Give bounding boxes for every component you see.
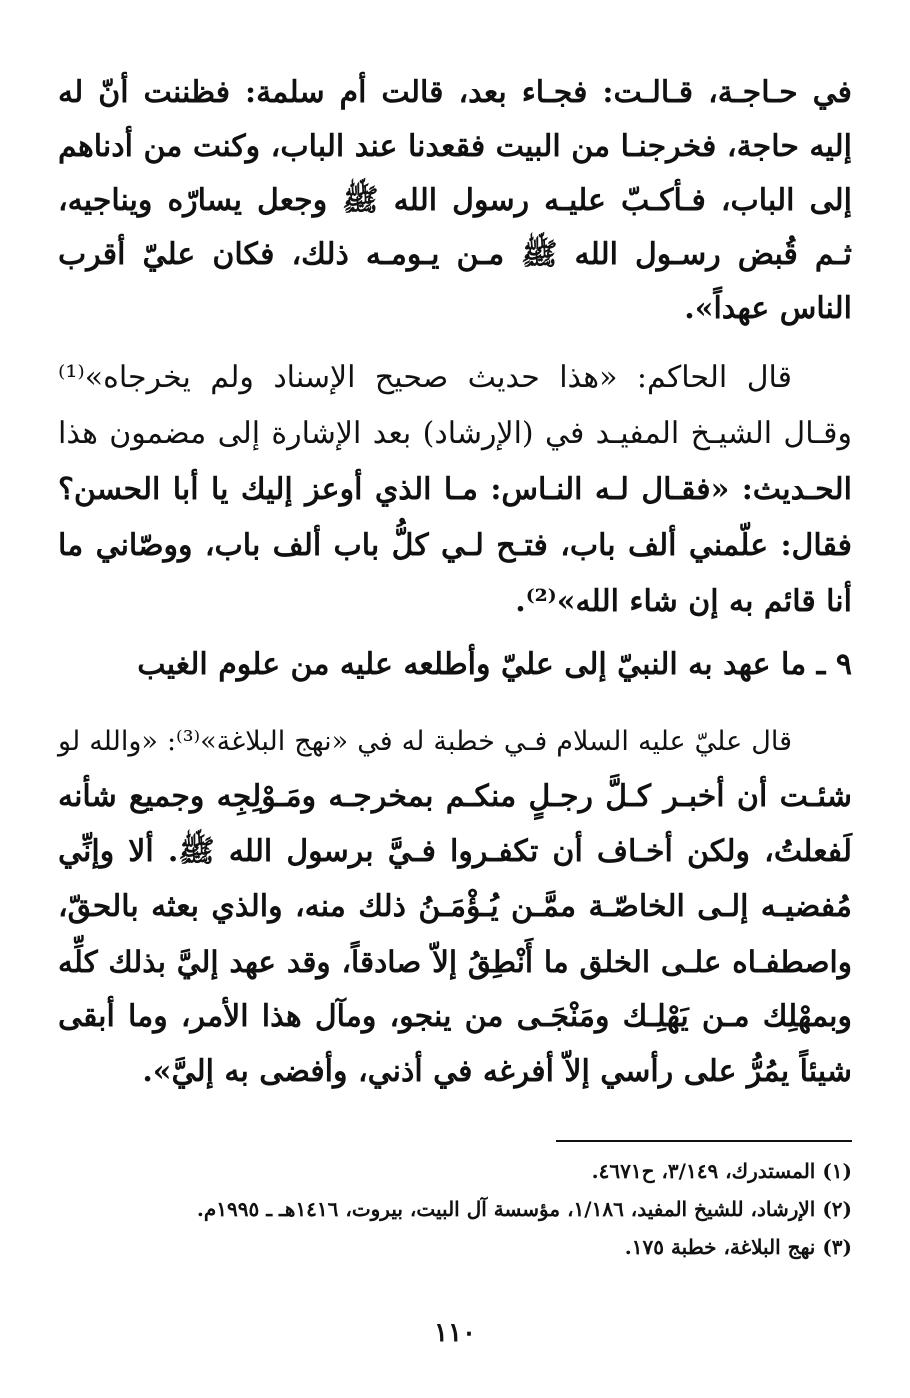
- text-line: شئـت أن أخبـر كـلَّ رجـلٍ منكـم بمخرجـه ومَـوْلِجِه وجميع شأنه: [58, 779, 853, 814]
- page-number: ١١٠: [434, 1318, 476, 1348]
- text-line: إليه حاجة، فخرجنـا من البيت فقعدنا عند الباب، وكنت من أدناهم: [58, 129, 852, 164]
- text-line: قال عليّ عليه السلام فـي خطبة له في «نهج البلاغة»⁽³⁾: «والله لو: [58, 726, 792, 757]
- footnote-1: (١) المستدرك، ٣/١٤٩، ح٤٦٧١.: [591, 1159, 852, 1183]
- text-line: قال الحاكم: «هذا حديث صحيح الإسناد ولم يخرجاه»⁽¹⁾: [58, 360, 792, 395]
- text-line: فقال: علّمني ألف باب، فتـح لـي كلُّ باب ألف باب، ووصّاني ما: [58, 528, 852, 563]
- footnote-separator: [556, 1140, 852, 1142]
- paragraph-hakim-mufid: [58, 350, 852, 630]
- footnotes: [58, 1152, 852, 1266]
- text-line: لَفعلتُ، ولكن أخـاف أن تكفـروا فـيَّ برسول الله ﷺ. ألا وإنِّي: [58, 834, 852, 869]
- text-line: شيئاً يمُرُّ على رأسي إلاّ أفرغه في أذني، وأفضى به إليَّ».: [142, 1054, 852, 1089]
- text-line: أنا قائم به إن شاء الله»⁽²⁾.: [515, 584, 852, 619]
- section-heading: [58, 640, 852, 690]
- text-line: مُفضيـه إلـى الخاصّـة ممَّـن يُـؤْمَـنُ ذلك منه، والذي بعثه بالحقّ،: [58, 889, 852, 924]
- text-line: إلى الباب، فـأكـبّ عليـه رسول الله ﷺ وجعل يسارّه ويناجيه،: [58, 183, 852, 218]
- text-line: واصطفـاه علـى الخلق ما أَنْطِقُ إلاّ صادقاً، وقد عهد إليَّ بذلك كلِّه: [58, 944, 852, 979]
- footnote-3: (٣) نهج البلاغة، خطبة ١٧٥.: [624, 1235, 852, 1259]
- text-line: ثـم قُبض رسـول الله ﷺ مـن يـومـه ذلك، فكان عليّ أقرب: [58, 237, 852, 272]
- text-line: الناس عهداً».: [684, 291, 852, 326]
- footnote-2: (٢) الإرشاد، للشيخ المفيد، ١/١٨٦، مؤسسة آل البيت، بيروت، ١٤١٦هـ ـ ١٩٩٥م.: [196, 1197, 852, 1221]
- paragraph-nahj-quote: [58, 714, 852, 1099]
- text-line: الحـديث: «فقـال لـه النـاس: مـا الذي أوعز إليك يا أبا الحسن؟: [58, 472, 852, 507]
- text-line: وقـال الشيـخ المفيـد في (الإرشاد) بعد الإشارة إلى مضمون هذا: [58, 416, 852, 451]
- heading-text: ٩ ـ ما عهد به النبيّ إلى عليّ وأطلعه عليه من علوم الغيب: [137, 647, 852, 682]
- text-line: وبمهْلِك مـن يَهْلِـك ومَنْجَـى من ينجو، ومآل هذا الأمر، وما أبقى: [58, 999, 852, 1034]
- paragraph-hadith-continuation: [58, 66, 852, 336]
- text-line: في حـاجـة، قـالـت: فجـاء بعد، قالت أم سلمة: فظننت أنّ له: [58, 75, 852, 110]
